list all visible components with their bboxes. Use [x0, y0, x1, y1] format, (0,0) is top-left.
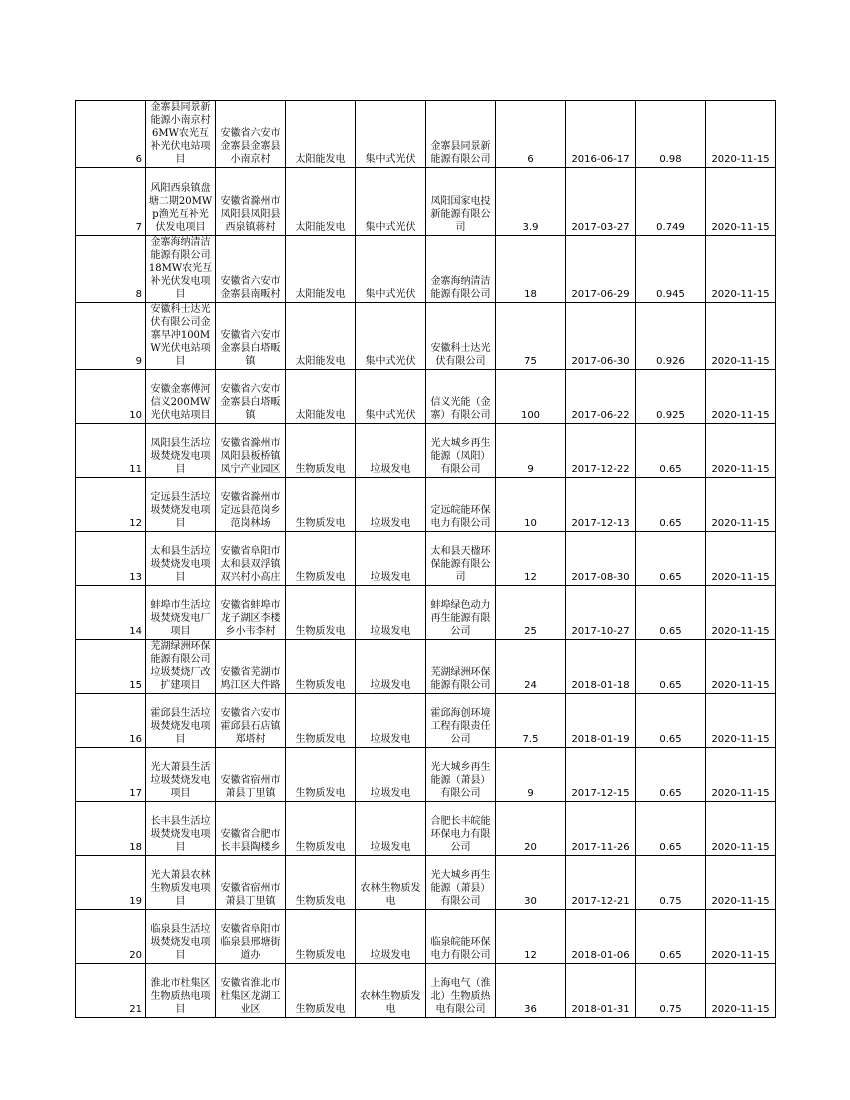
capacity-cell: 100 [496, 370, 566, 424]
capacity-cell: 20 [496, 802, 566, 856]
row-number-cell: 7 [76, 168, 146, 236]
date-cell: 2017-03-27 [566, 168, 636, 236]
capacity-cell: 12 [496, 910, 566, 964]
company-cell: 凤阳国家电投新能源有限公司 [426, 168, 496, 236]
project-name-cell: 光大萧县生活垃圾焚烧发电项目 [146, 748, 216, 802]
table-row [76, 478, 776, 532]
capacity-cell: 30 [496, 856, 566, 910]
price-cell: 0.65 [636, 694, 706, 748]
table-row [76, 586, 776, 640]
company-cell: 临泉皖能环保电力有限公司 [426, 910, 496, 964]
company-cell: 蚌埠绿色动力再生能源有限公司 [426, 586, 496, 640]
project-name-cell: 蚌埠市生活垃圾焚烧发电厂项目 [146, 586, 216, 640]
location-cell: 安徽省滁州市凤阳县凤阳县西泉镇蒋村 [216, 168, 286, 236]
price-cell: 0.65 [636, 586, 706, 640]
energy-type-cell: 生物质发电 [286, 694, 356, 748]
row-number-cell: 15 [76, 640, 146, 694]
project-name-cell: 霍邱县生活垃圾焚烧发电项目 [146, 694, 216, 748]
location-cell: 安徽省六安市霍邱县石店镇郑塔村 [216, 694, 286, 748]
row-number-cell: 12 [76, 478, 146, 532]
table-row [76, 748, 776, 802]
energy-type-cell: 生物质发电 [286, 856, 356, 910]
date-cell: 2017-06-22 [566, 370, 636, 424]
price-cell: 0.65 [636, 802, 706, 856]
project-name-cell: 淮北市杜集区生物质热电项目 [146, 964, 216, 1018]
table-row [76, 532, 776, 586]
location-cell: 安徽省六安市金寨县金寨县小南京村 [216, 101, 286, 168]
company-cell: 光大城乡再生能源（萧县）有限公司 [426, 748, 496, 802]
end-date-cell: 2020-11-15 [706, 586, 776, 640]
row-number-cell: 17 [76, 748, 146, 802]
price-cell: 0.65 [636, 910, 706, 964]
project-name-cell: 定远县生活垃圾焚烧发电项目 [146, 478, 216, 532]
table-row [76, 424, 776, 478]
energy-type-cell: 太阳能发电 [286, 370, 356, 424]
subtype-cell: 垃圾发电 [356, 748, 426, 802]
energy-type-cell: 生物质发电 [286, 478, 356, 532]
subtype-cell: 垃圾发电 [356, 640, 426, 694]
table-row [76, 856, 776, 910]
company-cell: 光大城乡再生能源（凤阳）有限公司 [426, 424, 496, 478]
table-row [76, 101, 776, 168]
end-date-cell: 2020-11-15 [706, 910, 776, 964]
row-number-cell: 11 [76, 424, 146, 478]
row-number-cell: 19 [76, 856, 146, 910]
date-cell: 2017-12-21 [566, 856, 636, 910]
company-cell: 信义光能（金寨）有限公司 [426, 370, 496, 424]
capacity-cell: 36 [496, 964, 566, 1018]
row-number-cell: 13 [76, 532, 146, 586]
capacity-cell: 7.5 [496, 694, 566, 748]
company-cell: 定远皖能环保电力有限公司 [426, 478, 496, 532]
end-date-cell: 2020-11-15 [706, 964, 776, 1018]
table-row [76, 694, 776, 748]
company-cell: 芜湖绿洲环保能源有限公司 [426, 640, 496, 694]
energy-type-cell: 生物质发电 [286, 586, 356, 640]
table-row [76, 303, 776, 370]
end-date-cell: 2020-11-15 [706, 640, 776, 694]
capacity-cell: 9 [496, 748, 566, 802]
capacity-cell: 18 [496, 236, 566, 303]
location-cell: 安徽省六安市金寨县南畈村 [216, 236, 286, 303]
end-date-cell: 2020-11-15 [706, 802, 776, 856]
energy-type-cell: 生物质发电 [286, 748, 356, 802]
capacity-cell: 9 [496, 424, 566, 478]
table-row [76, 168, 776, 236]
price-cell: 0.65 [636, 532, 706, 586]
date-cell: 2017-12-13 [566, 478, 636, 532]
capacity-cell: 24 [496, 640, 566, 694]
energy-type-cell: 生物质发电 [286, 964, 356, 1018]
row-number-cell: 10 [76, 370, 146, 424]
end-date-cell: 2020-11-15 [706, 694, 776, 748]
location-cell: 安徽省滁州市定远县范岗乡范岗林场 [216, 478, 286, 532]
end-date-cell: 2020-11-15 [706, 478, 776, 532]
capacity-cell: 12 [496, 532, 566, 586]
project-name-cell: 太和县生活垃圾焚烧发电项目 [146, 532, 216, 586]
subtype-cell: 集中式光伏 [356, 168, 426, 236]
company-cell: 太和县天楹环保能源有限公司 [426, 532, 496, 586]
date-cell: 2018-01-19 [566, 694, 636, 748]
price-cell: 0.98 [636, 101, 706, 168]
energy-type-cell: 太阳能发电 [286, 303, 356, 370]
company-cell: 合肥长丰皖能环保电力有限公司 [426, 802, 496, 856]
date-cell: 2017-08-30 [566, 532, 636, 586]
subtype-cell: 农林生物质发电 [356, 964, 426, 1018]
subtype-cell: 集中式光伏 [356, 303, 426, 370]
subtype-cell: 垃圾发电 [356, 424, 426, 478]
row-number-cell: 20 [76, 910, 146, 964]
location-cell: 安徽省滁州市凤阳县板桥镇凤宁产业园区 [216, 424, 286, 478]
subtype-cell: 垃圾发电 [356, 478, 426, 532]
energy-type-cell: 太阳能发电 [286, 101, 356, 168]
date-cell: 2017-12-15 [566, 748, 636, 802]
location-cell: 安徽省阜阳市临泉县邢塘街道办 [216, 910, 286, 964]
row-number-cell: 21 [76, 964, 146, 1018]
energy-type-cell: 太阳能发电 [286, 168, 356, 236]
subtype-cell: 垃圾发电 [356, 802, 426, 856]
project-name-cell: 临泉县生活垃圾焚烧发电项目 [146, 910, 216, 964]
price-cell: 0.749 [636, 168, 706, 236]
row-number-cell: 9 [76, 303, 146, 370]
row-number-cell: 18 [76, 802, 146, 856]
location-cell: 安徽省宿州市萧县丁里镇 [216, 748, 286, 802]
end-date-cell: 2020-11-15 [706, 748, 776, 802]
subtype-cell: 农林生物质发电 [356, 856, 426, 910]
capacity-cell: 75 [496, 303, 566, 370]
price-cell: 0.65 [636, 640, 706, 694]
capacity-cell: 25 [496, 586, 566, 640]
date-cell: 2017-11-26 [566, 802, 636, 856]
date-cell: 2016-06-17 [566, 101, 636, 168]
price-cell: 0.65 [636, 748, 706, 802]
company-cell: 金寨县同景新能源有限公司 [426, 101, 496, 168]
date-cell: 2017-12-22 [566, 424, 636, 478]
company-cell: 金寨海纳清洁能源有限公司 [426, 236, 496, 303]
location-cell: 安徽省蚌埠市龙子湖区李楼乡小韦李村 [216, 586, 286, 640]
location-cell: 安徽省六安市金寨县白塔畈镇 [216, 370, 286, 424]
location-cell: 安徽省淮北市杜集区龙湖工业区 [216, 964, 286, 1018]
row-number-cell: 8 [76, 236, 146, 303]
company-cell: 安徽科士达光伏有限公司 [426, 303, 496, 370]
project-name-cell: 金寨海纳清洁能源有限公司18MW农光互补光伏发电项目 [146, 236, 216, 303]
company-cell: 光大城乡再生能源（萧县）有限公司 [426, 856, 496, 910]
subtype-cell: 垃圾发电 [356, 910, 426, 964]
project-table [75, 100, 776, 1018]
project-name-cell: 安徽金寨傅河信义200MW光伏电站项目 [146, 370, 216, 424]
company-cell: 上海电气（淮北）生物质热电有限公司 [426, 964, 496, 1018]
energy-type-cell: 生物质发电 [286, 802, 356, 856]
table-body [76, 101, 776, 1018]
row-number-cell: 14 [76, 586, 146, 640]
subtype-cell: 集中式光伏 [356, 370, 426, 424]
end-date-cell: 2020-11-15 [706, 532, 776, 586]
project-name-cell: 凤阳县生活垃圾焚烧发电项目 [146, 424, 216, 478]
end-date-cell: 2020-11-15 [706, 168, 776, 236]
project-name-cell: 安徽科士达光伏有限公司金寨早冲100MW光伏电站项目 [146, 303, 216, 370]
capacity-cell: 10 [496, 478, 566, 532]
end-date-cell: 2020-11-15 [706, 856, 776, 910]
capacity-cell: 3.9 [496, 168, 566, 236]
project-name-cell: 芜湖绿洲环保能源有限公司垃圾焚烧厂改扩建项目 [146, 640, 216, 694]
project-name-cell: 风阳西泉镇盘塘二期20MWp渔光互补光伏发电项目 [146, 168, 216, 236]
energy-type-cell: 太阳能发电 [286, 236, 356, 303]
table-row [76, 964, 776, 1018]
subtype-cell: 垃圾发电 [356, 532, 426, 586]
location-cell: 安徽省阜阳市太和县双浮镇双兴村小高庄 [216, 532, 286, 586]
subtype-cell: 垃圾发电 [356, 586, 426, 640]
price-cell: 0.926 [636, 303, 706, 370]
row-number-cell: 6 [76, 101, 146, 168]
location-cell: 安徽省合肥市长丰县陶楼乡 [216, 802, 286, 856]
date-cell: 2018-01-31 [566, 964, 636, 1018]
date-cell: 2018-01-06 [566, 910, 636, 964]
end-date-cell: 2020-11-15 [706, 303, 776, 370]
end-date-cell: 2020-11-15 [706, 424, 776, 478]
subtype-cell: 集中式光伏 [356, 236, 426, 303]
location-cell: 安徽省六安市金寨县白塔畈镇 [216, 303, 286, 370]
price-cell: 0.75 [636, 856, 706, 910]
subtype-cell: 集中式光伏 [356, 101, 426, 168]
company-cell: 霍邱海创环境工程有限责任公司 [426, 694, 496, 748]
project-name-cell: 光大萧县农林生物质发电项目 [146, 856, 216, 910]
date-cell: 2017-06-29 [566, 236, 636, 303]
date-cell: 2017-10-27 [566, 586, 636, 640]
row-number-cell: 16 [76, 694, 146, 748]
table-row [76, 370, 776, 424]
date-cell: 2017-06-30 [566, 303, 636, 370]
price-cell: 0.925 [636, 370, 706, 424]
project-name-cell: 金寨县同景新能源小南京村6MW农光互补光伏电站项目 [146, 101, 216, 168]
location-cell: 安徽省芜湖市鸠江区大件路 [216, 640, 286, 694]
table-row [76, 236, 776, 303]
energy-type-cell: 生物质发电 [286, 640, 356, 694]
end-date-cell: 2020-11-15 [706, 236, 776, 303]
table-row [76, 640, 776, 694]
price-cell: 0.65 [636, 478, 706, 532]
energy-type-cell: 生物质发电 [286, 424, 356, 478]
project-name-cell: 长丰县生活垃圾焚烧发电项目 [146, 802, 216, 856]
price-cell: 0.945 [636, 236, 706, 303]
energy-type-cell: 生物质发电 [286, 910, 356, 964]
subtype-cell: 垃圾发电 [356, 694, 426, 748]
energy-type-cell: 生物质发电 [286, 532, 356, 586]
end-date-cell: 2020-11-15 [706, 101, 776, 168]
table-row [76, 802, 776, 856]
date-cell: 2018-01-18 [566, 640, 636, 694]
capacity-cell: 6 [496, 101, 566, 168]
location-cell: 安徽省宿州市萧县丁里镇 [216, 856, 286, 910]
price-cell: 0.65 [636, 424, 706, 478]
price-cell: 0.75 [636, 964, 706, 1018]
end-date-cell: 2020-11-15 [706, 370, 776, 424]
table-row [76, 910, 776, 964]
